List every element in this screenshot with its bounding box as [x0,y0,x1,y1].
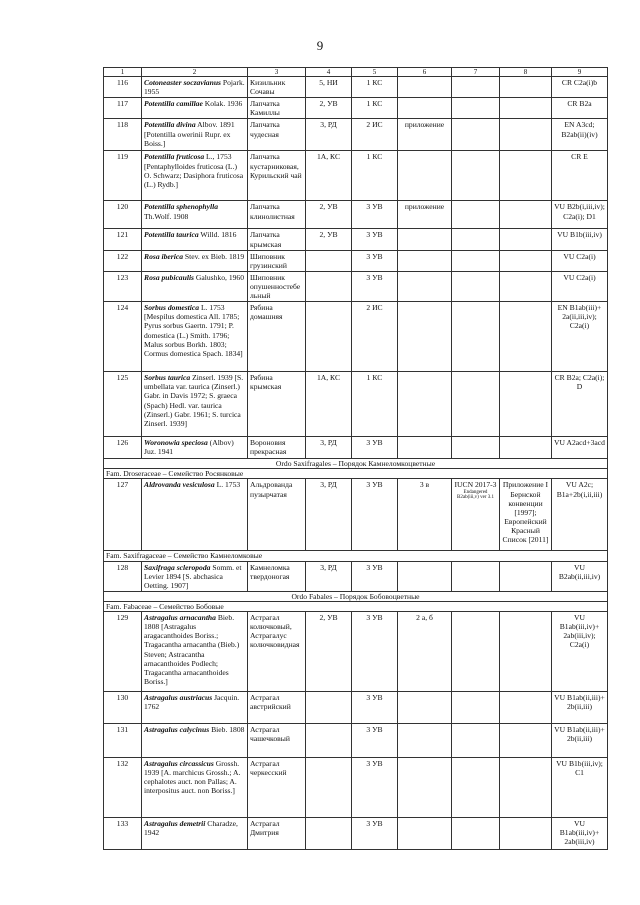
status-column-7 [452,692,500,724]
russian-name: Рябина крымская [248,372,306,437]
status-column-6 [398,758,452,818]
latin-name: Saxifraga scleropoda [144,562,211,572]
status-column-5: 3 УВ [352,692,398,724]
status-column-5: 2 ИС [352,302,398,372]
status-column-4 [306,758,352,818]
row-number: 123 [104,271,142,301]
latin-name: Sorbus taurica [144,373,191,383]
latin-name-cell [142,758,248,818]
status-column-4: 2, УВ [306,229,352,250]
latin-name-cell [142,724,248,758]
status-column-7 [452,250,500,271]
latin-name-cell [142,119,248,151]
row-number: 130 [104,692,142,724]
russian-name: Астрагал австрийский [248,692,306,724]
author-and-synonyms: Stev. ex Bieb. 1819 [183,251,245,261]
iucn-criteria: CR B2a [552,98,608,119]
row-number: 117 [104,98,142,119]
order-heading-row [104,591,608,601]
latin-name-cell [142,77,248,98]
status-column-6 [398,151,452,201]
status-column-5: 3 УВ [352,250,398,271]
row-number: 120 [104,201,142,229]
author-and-synonyms: Bieb. 1808 [209,725,245,735]
status-column-5: 1 КС [352,372,398,437]
iucn-criteria: CR E [552,151,608,201]
latin-name-cell [142,479,248,551]
status-column-7 [452,724,500,758]
status-column-4: 3, РД [306,479,352,551]
russian-name: Кизильник Сочавы [248,77,306,98]
russian-name: Вороновия прекрасная [248,437,306,459]
status-column-8 [500,612,552,692]
species-row [104,818,608,850]
status-column-5: 3 УВ [352,758,398,818]
latin-name: Astragalus austriacus [144,693,213,703]
author-and-synonyms: Zinserl. 1939 [S. umbellata var. taurica (Zinserl.) Gabr. in Davis 1972; S. graeca (Spach) Hedl. var. taurica (Zinserl.) Gabr. 1961; S. turcica Zinserl. 1939] [144,373,244,428]
status-column-4: 2, УВ [306,201,352,229]
status-column-7 [452,612,500,692]
species-row [104,692,608,724]
status-column-4: 3, РД [306,437,352,459]
column-header-1: 1 [104,68,142,77]
column-header-2: 2 [142,68,248,77]
author-and-synonyms: Th.Wolf. 1908 [144,211,189,221]
status-column-8 [500,437,552,459]
russian-name: Лапчатка чудесная [248,119,306,151]
species-row [104,98,608,119]
author-and-synonyms: L. 1753 [Mespilus domestica All. 1785; Pyrus sorbus Gaertn. 1791; P. domestica (L.) Smith. 1796; Malus sorbus Borkh. 1803; Cormus domestica Spach. 1834] [144,303,243,358]
author-and-synonyms: L. 1753 [214,480,241,490]
status-column-8: Приложение I Бернской конвенции [1997]; Европейский Красный Список [2011] [500,479,552,551]
author-and-synonyms: Kolak. 1936 [202,99,243,109]
author-and-synonyms: (Albov) Juz. 1941 [144,438,234,457]
status-column-4: 5, НИ [306,77,352,98]
iucn-criteria: VU C2a(i) [552,271,608,301]
latin-name-cell [142,271,248,301]
status-column-7 [452,372,500,437]
status-column-8 [500,372,552,437]
latin-name-cell [142,612,248,692]
species-row [104,437,608,459]
column-header-4: 4 [306,68,352,77]
status-column-8 [500,818,552,850]
status-column-6 [398,818,452,850]
status-column-5: 3 УВ [352,724,398,758]
species-row [104,271,608,301]
russian-name: Камнеломка твердоногая [248,561,306,591]
status-column-8 [500,250,552,271]
status-column-8 [500,271,552,301]
latin-name: Potentilla divina [144,120,196,130]
row-number: 122 [104,250,142,271]
latin-name: Aldrovanda vesiculosa [144,480,215,490]
status-column-4 [306,692,352,724]
status-column-7 [452,271,500,301]
status-column-4: 2, УВ [306,612,352,692]
status-column-6: 3 в [398,479,452,551]
author-and-synonyms: Albov. 1891 [Potentilla owerinii Rupr. ex Boiss.] [144,120,235,148]
status-column-8 [500,98,552,119]
status-column-5: 3 УВ [352,229,398,250]
status-column-6: 2 а, б [398,612,452,692]
russian-name: Альдрованда пузырчатая [248,479,306,551]
latin-name-cell [142,98,248,119]
status-column-6 [398,77,452,98]
column-header-6: 6 [398,68,452,77]
latin-name-cell [142,201,248,229]
status-column-7 [452,77,500,98]
species-row [104,758,608,818]
species-row [104,77,608,98]
iucn-criteria: VU B1ab(iii,iv)+ 2ab(iii,iv); C2a(i) [552,612,608,692]
status-column-6 [398,561,452,591]
iucn-criteria: VU B2ab(ii,iii,iv) [552,561,608,591]
red-list-table [103,67,608,850]
status-column-8 [500,561,552,591]
status-column-7 [452,479,500,551]
column-header-9: 9 [552,68,608,77]
latin-name: Sorbus domestica [144,303,200,313]
status-column-5: 1 КС [352,151,398,201]
latin-name: Astragalus calycinus [144,725,210,735]
species-row [104,372,608,437]
latin-name-cell [142,561,248,591]
row-number: 126 [104,437,142,459]
family-heading-row [104,551,608,561]
latin-name: Astragalus demetrii [144,819,206,829]
iucn-criteria: VU B1ab(ii,iii)+ 2b(ii,iii) [552,724,608,758]
order-heading-row [104,459,608,469]
author-and-synonyms: Jacquin. 1762 [144,693,240,712]
status-column-4: 2, УВ [306,98,352,119]
status-column-7 [452,201,500,229]
latin-name-cell [142,372,248,437]
status-column-8 [500,119,552,151]
row-number: 133 [104,818,142,850]
russian-name: Шиповник грузинский [248,250,306,271]
russian-name: Лапчатка крымская [248,229,306,250]
status-column-7 [452,758,500,818]
species-row [104,250,608,271]
status-column-4: 3, РД [306,119,352,151]
species-row [104,201,608,229]
iucn-criteria: VU A2c; B1a+2b(i,ii,iii) [552,479,608,551]
status-column-5: 1 КС [352,98,398,119]
row-number: 132 [104,758,142,818]
status-column-6 [398,724,452,758]
family-heading: Fam. Saxifragaceae – Семейство Камнеломковые [104,551,608,561]
status-column-8 [500,724,552,758]
status-column-4 [306,250,352,271]
species-row [104,612,608,692]
status-column-4: 1А, КС [306,151,352,201]
row-number: 119 [104,151,142,201]
status-column-8 [500,758,552,818]
iucn-criteria: EN A3cd; B2ab(ii)(iv) [552,119,608,151]
species-row [104,119,608,151]
author-and-synonyms: Grossh. 1939 [A. marchicus Grossh.; A. cephalotes auct. non Pallas; A. interpositus auct. non Boriss.] [144,759,241,796]
latin-name-cell [142,692,248,724]
status-column-6 [398,372,452,437]
latin-name-cell [142,437,248,459]
iucn-criteria: VU B1b(iii,iv) [552,229,608,250]
latin-name: Potentilla sphenophylla [144,202,219,212]
status-column-8 [500,302,552,372]
author-and-synonyms: Charadze, 1942 [144,819,238,838]
latin-name: Potentilla fruticosa [144,152,205,162]
latin-name: Woronowia speciosa [144,438,208,448]
status-column-4: 3, РД [306,561,352,591]
status-column-7 [452,818,500,850]
iucn-criteria: CR B2a; C2a(i); D [552,372,608,437]
status-column-6: приложение [398,201,452,229]
table-body [104,77,608,850]
status-column-7 [452,302,500,372]
iucn-criteria: VU B1b(iii,iv); C1 [552,758,608,818]
author-and-synonyms: Pojark. 1955 [144,78,245,97]
author-and-synonyms: Galushko, 1960 [194,272,245,282]
author-and-synonyms: Somm. et Levier 1894 [S. abchasica Oetting. 1907] [144,562,242,590]
latin-name: Astragalus circassicus [144,759,214,769]
latin-name-cell [142,229,248,250]
header-row [104,68,608,77]
russian-name: Астрагал черкесский [248,758,306,818]
iucn-status: IUCN 2017-3 [454,480,497,490]
status-column-6 [398,437,452,459]
russian-name: Астрагал чашечковый [248,724,306,758]
row-number: 129 [104,612,142,692]
status-column-8 [500,77,552,98]
row-number: 125 [104,372,142,437]
iucn-criteria: VU A2acd+3acd [552,437,608,459]
status-column-6 [398,229,452,250]
iucn-category-note: Endangered B2ab(iii,v) ver 3.1 [457,489,494,501]
status-column-5: 3 УВ [352,612,398,692]
latin-name: Astragalus arnacantha [144,613,216,623]
iucn-criteria: EN B1ab(iii)+ 2a(ii,iii,iv); C2a(i) [552,302,608,372]
status-column-4 [306,271,352,301]
status-column-5: 3 УВ [352,561,398,591]
row-number: 118 [104,119,142,151]
latin-name: Cotoneaster soczavianus [144,78,222,87]
family-heading: Fam. Droseraceae – Семейство Росянковые [104,469,608,479]
status-column-4 [306,724,352,758]
status-column-7 [452,151,500,201]
russian-name: Астрагал Дмитрия [248,818,306,850]
status-column-8 [500,201,552,229]
status-column-5: 3 УВ [352,818,398,850]
status-column-5: 3 УВ [352,201,398,229]
family-heading-row [104,601,608,611]
russian-name: Лапчатка Камиллы [248,98,306,119]
iucn-criteria: VU B1ab(ii,iii)+ 2b(ii,iii) [552,692,608,724]
latin-name-cell [142,151,248,201]
species-row [104,229,608,250]
russian-name: Шиповник опушенностебельный [248,271,306,301]
column-header-5: 5 [352,68,398,77]
status-column-5: 3 УВ [352,479,398,551]
status-column-6 [398,692,452,724]
iucn-criteria: VU B2b(i,iii,iv); C2a(i); D1 [552,201,608,229]
author-and-synonyms: L., 1753 [Pentaphylloides fruticosa (L.) O. Schwarz; Dasiphora fruticosa (L.) Rydb.] [144,152,244,189]
status-column-7 [452,98,500,119]
latin-name-cell [142,302,248,372]
order-heading: Ordo Fabales – Порядок Бобовоцветные [104,591,608,601]
species-row [104,724,608,758]
status-column-5: 2 ИС [352,119,398,151]
family-heading: Fam. Fabaceae – Семейство Бобовые [104,601,608,611]
latin-name-cell [142,818,248,850]
row-number: 131 [104,724,142,758]
status-column-6 [398,302,452,372]
russian-name: Лапчатка кустарниковая, Курильский чай [248,151,306,201]
order-heading: Ordo Saxifragales – Порядок Камнеломкоцветные [104,459,608,469]
column-header-3: 3 [248,68,306,77]
russian-name: Рябина домашняя [248,302,306,372]
status-column-7 [452,561,500,591]
status-column-5: 1 КС [352,77,398,98]
author-and-synonyms: Bieb. 1808 [Astragalus aragacanthoides Boriss.; Tragacantha arnacantha (Bieb.) Steven; Astracantha arnacanthoides Podlech; Tragacantha arnacanthoides Boriss.] [144,613,240,686]
status-column-6 [398,98,452,119]
latin-name: Rosa pubicaulis [144,272,195,282]
status-column-7 [452,119,500,151]
status-column-5: 3 УВ [352,271,398,301]
status-column-4: 1А, КС [306,372,352,437]
status-column-6: приложение [398,119,452,151]
row-number: 116 [104,77,142,98]
species-row [104,479,608,551]
row-number: 124 [104,302,142,372]
status-column-7 [452,229,500,250]
status-column-8 [500,692,552,724]
species-row [104,151,608,201]
species-row [104,302,608,372]
status-column-4 [306,818,352,850]
latin-name: Potentilla camillae [144,99,203,109]
family-heading-row [104,469,608,479]
row-number: 128 [104,561,142,591]
status-column-6 [398,250,452,271]
page-number: 9 [316,38,324,53]
iucn-criteria: CR C2a(i)b [552,77,608,98]
status-column-5: 3 УВ [352,437,398,459]
latin-name: Rosa iberica [144,251,184,261]
status-column-6 [398,271,452,301]
status-column-4 [306,302,352,372]
species-row [104,561,608,591]
status-column-7 [452,437,500,459]
row-number: 121 [104,229,142,250]
latin-name: Potentilla taurica [144,230,199,240]
status-column-8 [500,229,552,250]
status-column-8 [500,151,552,201]
russian-name: Астрагал колючковый, Астрагалус колючковидная [248,612,306,692]
column-header-7: 7 [452,68,500,77]
russian-name: Лапчатка клинолистная [248,201,306,229]
column-header-8: 8 [500,68,552,77]
iucn-criteria: VU C2a(i) [552,250,608,271]
latin-name-cell [142,250,248,271]
iucn-criteria: VU B1ab(iii,iv)+ 2ab(iii,iv) [552,818,608,850]
author-and-synonyms: Willd. 1816 [198,230,237,240]
row-number: 127 [104,479,142,551]
